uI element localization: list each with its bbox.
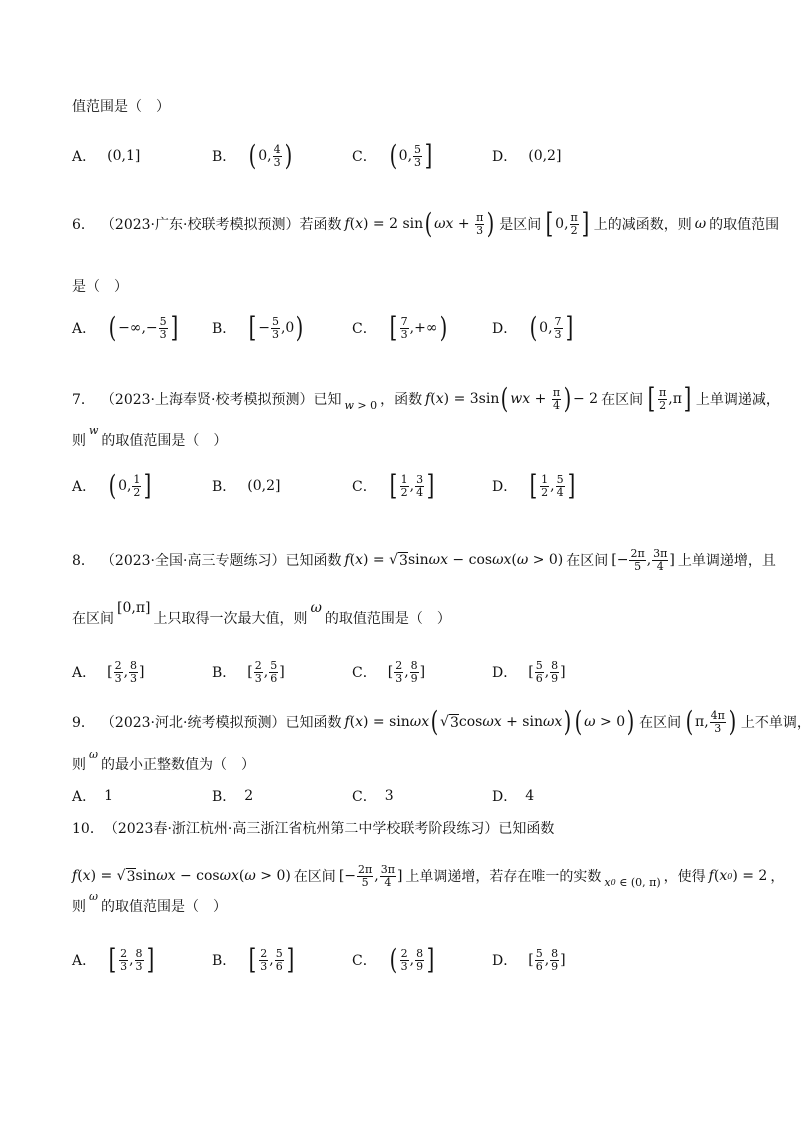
q10-end-text: ，	[770, 869, 785, 886]
option-math: [ 2 3 , 8 9 ]	[387, 658, 426, 685]
q9-option-a[interactable]	[72, 776, 113, 816]
w-symbol: w	[89, 423, 99, 437]
option-math: ( 2 3 , 8 9 ]	[389, 943, 435, 976]
option-label: A．	[72, 321, 97, 337]
option-label: B．	[212, 321, 237, 337]
option-label: B．	[212, 479, 237, 495]
option-math: ( 0, 4 3 )	[248, 139, 292, 172]
q8-option-d[interactable]	[492, 652, 569, 692]
q6-interval-math: [ 0, π 2 ]	[545, 207, 590, 240]
option-text: 1	[104, 788, 114, 804]
q10-x0-math: x 0 ∈ (0, π)	[604, 875, 661, 889]
q7-option-b[interactable]	[212, 466, 284, 506]
q5-option-c[interactable]	[352, 136, 437, 176]
omega-symbol: ω	[310, 600, 322, 616]
q8-options	[72, 652, 732, 692]
q10-mid2-text: 上单调递增，若存在唯一的实数	[405, 869, 602, 886]
q10-function-math: f ( x ) = √ 3 sin ωx − cos ωx ( ω > 0)	[72, 868, 291, 885]
q5-options	[72, 136, 732, 176]
option-label: D．	[492, 479, 518, 495]
option-label: A．	[72, 479, 97, 495]
q6-stem-line1	[72, 207, 780, 240]
option-label: D．	[492, 665, 518, 681]
option-label: C．	[352, 789, 377, 805]
q6-option-b[interactable]	[212, 308, 308, 348]
q8-option-b[interactable]	[212, 652, 288, 692]
omega-symbol: ω	[89, 889, 98, 903]
option-label: B．	[212, 789, 237, 805]
q9-interval-math: ( π, 4π 3 )	[685, 705, 737, 738]
option-label: A．	[72, 665, 97, 681]
q6-number: 6．	[72, 217, 95, 233]
q10-stem-line3	[72, 889, 227, 916]
omega-symbol: ω	[89, 747, 98, 761]
q9-function-math: f ( x ) = sin ωx ( √ 3 cos ωx + sin ωx ) ( ω > 0 )	[344, 705, 635, 738]
q6-source: （2023·广东·校联考模拟预测）若函数	[100, 217, 342, 233]
option-math: [ 2 3 , 8 3 ]	[108, 943, 154, 976]
option-label: C．	[352, 953, 377, 969]
q7-option-a[interactable]	[72, 466, 156, 506]
q7-option-d[interactable]	[492, 466, 580, 506]
q9-option-d[interactable]	[492, 776, 534, 816]
option-label: D．	[492, 789, 518, 805]
q8-line2c: 的取值范围是（ ）	[324, 611, 451, 627]
q8-mid-text: 在区间	[566, 553, 609, 570]
q6-option-a[interactable]	[72, 308, 183, 348]
q7-number: 7．	[72, 392, 95, 408]
option-text: 4	[525, 788, 535, 804]
q9-line2a: 则	[72, 757, 86, 773]
q8-number: 8．	[72, 553, 95, 570]
option-label: D．	[492, 953, 518, 969]
q10-line3b: 的取值范围是（ ）	[100, 899, 227, 915]
q9-end-text: 上不单调，	[740, 715, 811, 731]
option-math: ( 0, 7 3 ]	[529, 311, 573, 344]
q8-line2b: 上只取得一次最大值，则	[153, 611, 308, 627]
q8-stem-line2	[72, 600, 451, 628]
q8-source: （2023·全国·高三专题练习）已知函数	[100, 553, 342, 570]
q8-interval-math: [− 2π 5 , 3π 4 ]	[611, 547, 675, 573]
q8-interval2-math: [0,π]	[117, 600, 151, 616]
option-math: (0,2]	[247, 478, 281, 494]
q6-options	[72, 308, 732, 348]
q8-option-a[interactable]	[72, 652, 148, 692]
option-label: A．	[72, 789, 97, 805]
q6-function-math: f ( x ) = 2 sin ( ωx + $\frac{\pi}{3}$ )	[344, 207, 495, 240]
q10-condition-math: f ( x 0 ) = 2	[708, 868, 768, 885]
q6-line2-text: 是（ ）	[72, 279, 128, 295]
q5-option-d[interactable]	[492, 136, 564, 176]
q10-option-d[interactable]	[492, 940, 569, 980]
option-label: A．	[72, 953, 97, 969]
option-math: [ − 5 3 ,0 )	[248, 311, 304, 344]
option-text: 2	[244, 788, 254, 804]
q6-mid-text: 是区间	[499, 217, 542, 233]
option-math: ( 0, 5 3 ]	[389, 139, 433, 172]
option-text: 3	[384, 788, 394, 804]
q9-option-b[interactable]	[212, 776, 253, 816]
option-label: C．	[352, 149, 377, 165]
q5-stem-text: 值范围是（ ）	[72, 99, 170, 115]
q8-option-c[interactable]	[352, 652, 428, 692]
option-label: B．	[212, 953, 237, 969]
option-label: C．	[352, 479, 377, 495]
q9-stem-line2	[72, 747, 255, 774]
q10-options	[72, 940, 732, 980]
q7-condition-math: w > 0	[344, 398, 378, 412]
option-math: [ 1 2 , 3 4 ]	[389, 469, 435, 502]
q10-number: 10．	[72, 821, 104, 837]
option-math: ( −∞,− 5 3 ]	[108, 311, 178, 344]
q7-mid-text: ，函数	[380, 392, 423, 408]
q9-source: （2023·河北·统考模拟预测）已知函数	[100, 715, 342, 731]
q7-option-c[interactable]	[352, 466, 439, 506]
q7-options	[72, 466, 732, 506]
option-math: [ 2 3 , 5 6 ]	[248, 943, 294, 976]
q7-end-text: 上单调递减，	[695, 392, 780, 408]
q7-mid2-text: 在区间	[601, 392, 644, 408]
q9-mid-text: 在区间	[639, 715, 682, 731]
q9-line2b: 的最小正整数值为（ ）	[100, 757, 255, 773]
option-math: [ 2 3 , 5 6 ]	[247, 658, 285, 685]
option-math: [ 1 2 , 5 4 ]	[529, 469, 575, 502]
option-label: D．	[492, 321, 518, 337]
option-math: (0,2]	[528, 148, 562, 164]
q7-stem-line1	[72, 382, 780, 415]
q10-mid-text: 在区间	[293, 869, 336, 886]
q7-line2a: 则	[72, 433, 86, 449]
q10-mid3-text: ，使得	[663, 869, 706, 886]
option-math: [ 5 6 , 8 9 ]	[528, 946, 566, 973]
option-math: [ 7 3 ,+∞ )	[389, 311, 447, 344]
option-label: A．	[72, 149, 97, 165]
q8-function-math: f ( x ) = √ 3 sin ωx − cos ωx ( ω > 0)	[344, 552, 564, 569]
q6-option-d[interactable]	[492, 308, 577, 348]
option-label: C．	[352, 665, 377, 681]
q8-line2a: 在区间	[72, 611, 114, 627]
q9-number: 9．	[72, 715, 95, 731]
q9-options	[72, 776, 732, 816]
q7-source: （2023·上海奉贤·校考模拟预测）已知	[100, 392, 342, 408]
option-label: B．	[212, 665, 237, 681]
q10-line3a: 则	[72, 899, 86, 915]
option-label: C．	[352, 321, 377, 337]
q7-stem-line2	[72, 423, 228, 450]
q6-stem-line2	[72, 276, 128, 296]
q7-function-math: f ( x ) = 3 sin ( wx + $\frac{\pi}{4}$ ) − 2	[425, 382, 599, 415]
option-label: D．	[492, 149, 518, 165]
omega-symbol: ω	[694, 216, 707, 232]
q5-stem-tail	[72, 96, 170, 116]
q10-stem-line2	[72, 864, 784, 888]
q8-stem-line1	[72, 548, 776, 572]
q5-option-a[interactable]	[72, 136, 143, 176]
option-math: [ 2 3 , 8 3 ]	[107, 658, 145, 685]
q6-end2-text: 的取值范围	[709, 217, 780, 233]
q9-stem-line1	[72, 705, 811, 738]
q10-source: （2023春·浙江杭州·高三浙江省杭州第二中学校联考阶段练习）已知函数	[103, 821, 555, 837]
q10-option-a[interactable]	[72, 940, 158, 980]
option-label: B．	[212, 149, 237, 165]
q9-option-c[interactable]	[352, 776, 394, 816]
q10-option-c[interactable]	[352, 940, 439, 980]
q10-stem-line1	[72, 818, 554, 838]
q6-end-text: 上的减函数，则	[593, 217, 692, 233]
option-math: [ 5 6 , 8 9 ]	[528, 658, 566, 685]
option-math: ( 0, 1 2 ]	[108, 469, 152, 502]
q10-option-b[interactable]	[212, 940, 299, 980]
q7-line2b: 的取值范围是（ ）	[101, 433, 228, 449]
option-math: (0,1]	[107, 148, 141, 164]
q7-interval-math: [ π 2 ,π ]	[647, 382, 692, 415]
q8-end-text: 上单调递增，且	[677, 553, 776, 570]
q5-option-b[interactable]	[212, 136, 297, 176]
q6-option-c[interactable]	[352, 308, 451, 348]
q10-interval-math: [− 2π 5 , 3π 4 ]	[338, 863, 403, 889]
